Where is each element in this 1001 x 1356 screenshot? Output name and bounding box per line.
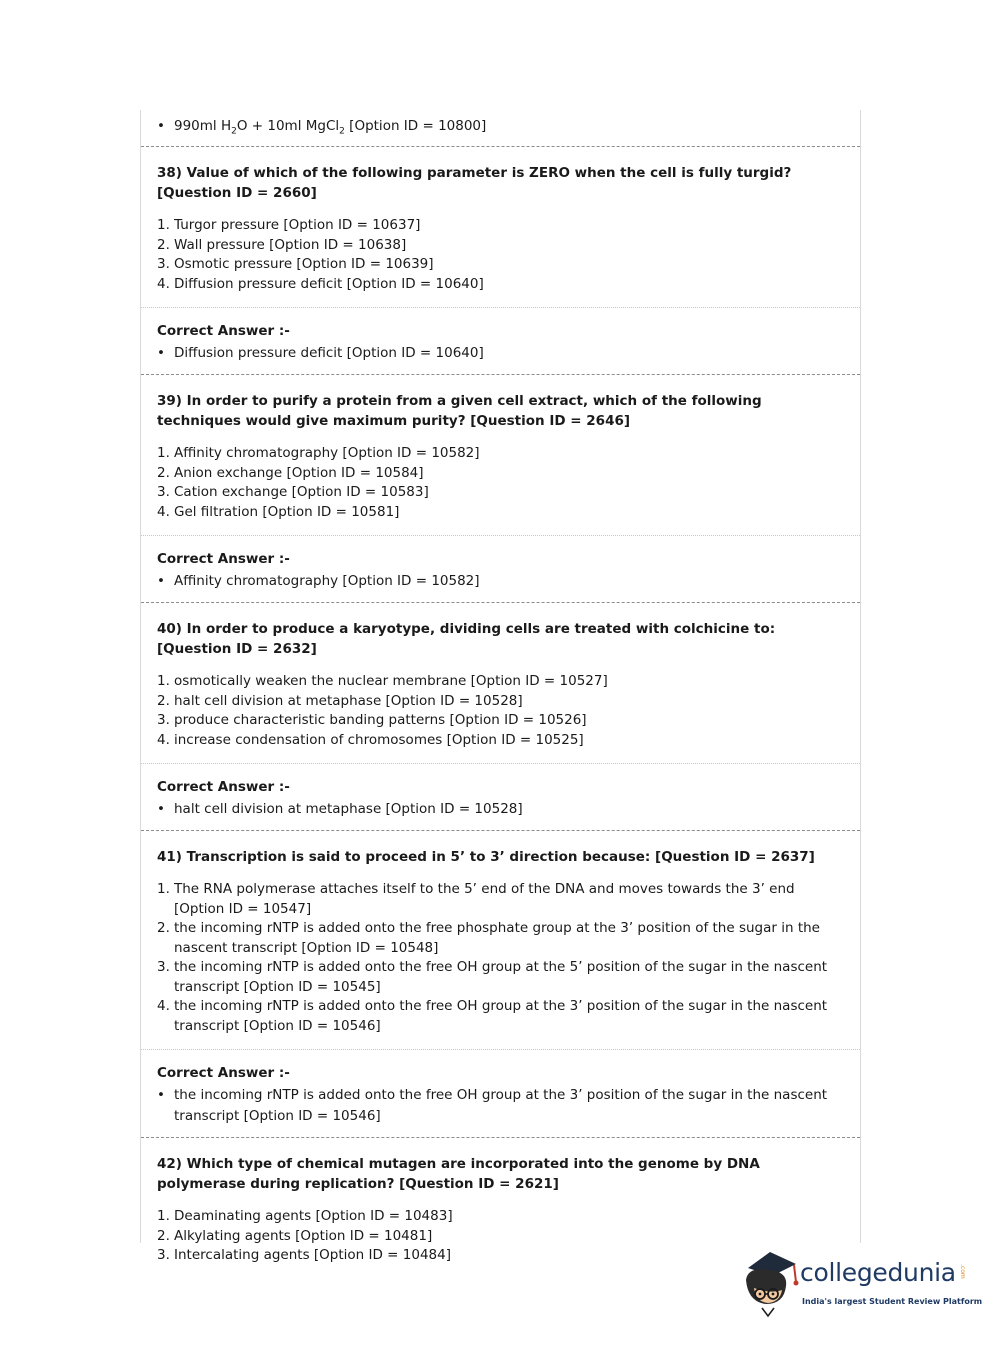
correct-answer-label: Correct Answer :- [157,323,290,339]
question-title: 41) Transcription is said to proceed in 5’ to 3’ direction because: [Question ID = 2637] [157,849,815,865]
mascot-icon [740,1246,802,1318]
collegedunia-logo[interactable] [740,1246,983,1318]
option-item: 3. Osmotic pressure [Option ID = 10639] [157,256,434,272]
previous-answer-text: 990ml $H_2O + 10ml$ MgCl$_2$ [Option ID = 10800] [174,118,487,137]
correct-answer-label: Correct Answer :- [157,779,290,795]
question-title: 38) Value of which of the following parameter is ZERO when the cell is fully turgid? [Question ID = 2660] [157,165,792,201]
correct-answer-text: the incoming rNTP is added onto the free OH group at the 3’ position of the sugar in the nascent transcript [Option ID = 10546] [174,1087,828,1124]
logo-wordmark: collegedunia [800,1258,956,1287]
question-block [141,147,860,375]
option-item: 3. Cation exchange [Option ID = 10583] [157,484,429,500]
option-list [141,672,860,764]
correct-answer: Correct Answer :- • Affinity chromatography [Option ID = 10582] [141,536,860,602]
option-item: 1. Affinity chromatography [Option ID = 10582] [157,445,480,461]
question-block [141,831,860,1138]
option-item: 1. Turgor pressure [Option ID = 10637] [157,217,421,233]
correct-answer-text: Affinity chromatography [Option ID = 10582] [174,573,480,589]
question-block [141,375,860,603]
option-list [141,444,860,536]
option-item: 2. Alkylating agents [Option ID = 10481] [157,1227,433,1244]
logo-domain-suffix: .com [959,1264,966,1279]
question-title: 42) Which type of chemical mutagen are incorporated into the genome by DNA polymerase during replication? [Question ID = 2621] [157,1156,760,1192]
previous-answer-row: • 990ml $H_2O + 10ml$ MgCl$_2$ [Option ID = 10800] [141,110,860,147]
option-item: 2. halt cell division at metaphase [Option ID = 10528] [157,692,523,709]
correct-answer-label: Correct Answer :- [157,1065,290,1081]
correct-answer: Correct Answer :- • halt cell division at metaphase [Option ID = 10528] [141,764,860,830]
option-item: 4. Gel filtration [Option ID = 10581] [157,503,400,520]
correct-answer: Correct Answer :- • the incoming rNTP is added onto the free OH group at the 3’ position of the sugar in the nascent transcript [Option ID = 10546] [141,1050,860,1137]
option-item: 2. the incoming rNTP is added onto the free phosphate group at the 3’ position of the sugar in the nascent transcript [Option ID = 10548] [157,920,820,956]
option-item: 4. increase condensation of chromosomes [Option ID = 10525] [157,731,584,748]
option-item: 3. the incoming rNTP is added onto the free OH group at the 5’ position of the sugar in the nascent transcript [Option ID = 10545] [157,959,828,995]
logo-tagline: India's largest Student Review Platform [802,1297,983,1306]
option-item: 4. Diffusion pressure deficit [Option ID = 10640] [157,275,484,292]
option-list [141,880,860,1050]
option-item: 4. the incoming rNTP is added onto the free OH group at the 3’ position of the sugar in the nascent transcript [Option ID = 10546] [157,998,828,1034]
correct-answer-label: Correct Answer :- [157,551,290,567]
option-item: 1. The RNA polymerase attaches itself to the 5’ end of the DNA and moves towards the 3’ end [Option ID = 10547] [157,881,795,917]
option-item: 3. produce characteristic banding patterns [Option ID = 10526] [157,712,587,728]
option-item: 1. Deaminating agents [Option ID = 10483] [157,1208,453,1224]
correct-answer-text: halt cell division at metaphase [Option ID = 10528] [174,801,523,817]
correct-answer: Correct Answer :- • Diffusion pressure deficit [Option ID = 10640] [141,308,860,374]
option-item: 2. Anion exchange [Option ID = 10584] [157,464,424,481]
option-item: 2. Wall pressure [Option ID = 10638] [157,236,407,253]
option-item: 1. osmotically weaken the nuclear membrane [Option ID = 10527] [157,673,608,689]
question-title: 39) In order to purify a protein from a given cell extract, which of the following techniques would give maximum purity? [Question ID = 2646] [157,393,762,429]
correct-answer-text: Diffusion pressure deficit [Option ID = 10640] [174,345,484,361]
question-block [141,603,860,831]
option-item: 3. Intercalating agents [Option ID = 10484] [157,1247,451,1263]
question-title: 40) In order to produce a karyotype, dividing cells are treated with colchicine to: [Question ID = 2632] [157,621,776,657]
option-list [141,216,860,308]
question-sheet [140,110,861,1263]
